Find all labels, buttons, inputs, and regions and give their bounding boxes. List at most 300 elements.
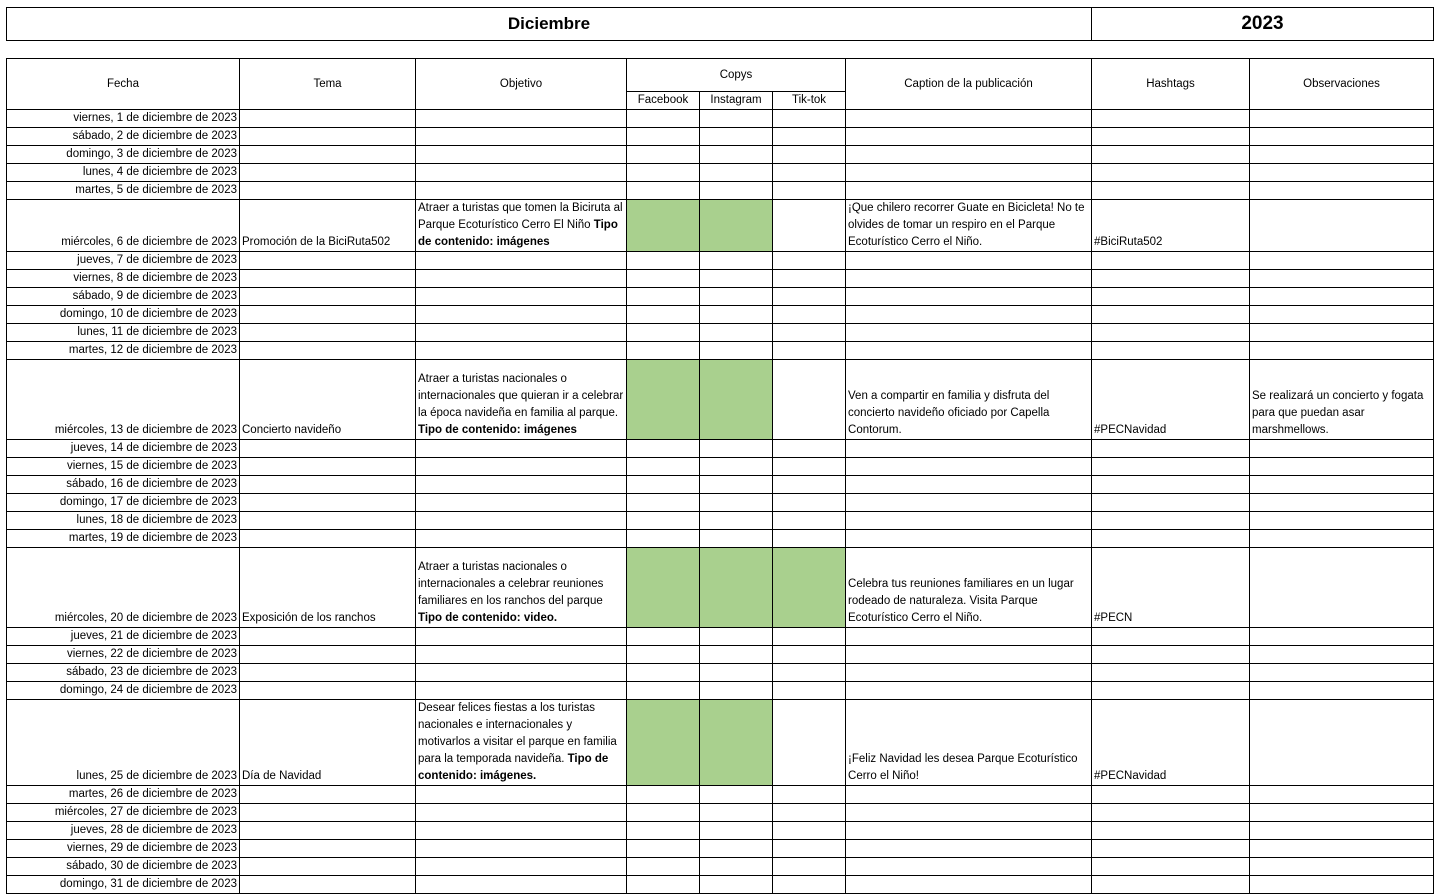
- cell-fecha[interactable]: domingo, 3 de diciembre de 2023: [7, 146, 240, 164]
- cell-hashtags[interactable]: [1092, 306, 1250, 324]
- cell-copy-tiktok[interactable]: [773, 252, 846, 270]
- cell-copy-facebook[interactable]: [627, 182, 700, 200]
- cell-tema[interactable]: [240, 146, 416, 164]
- cell-observaciones[interactable]: [1250, 440, 1434, 458]
- table-row: [7, 200, 1434, 252]
- cell-copy-tiktok[interactable]: [773, 128, 846, 146]
- cell-fecha[interactable]: domingo, 10 de diciembre de 2023: [7, 306, 240, 324]
- cell-hashtags[interactable]: [1092, 458, 1250, 476]
- cell-caption[interactable]: [846, 628, 1092, 646]
- header-facebook[interactable]: Facebook: [627, 92, 700, 110]
- cell-copy-instagram[interactable]: [700, 548, 773, 628]
- cell-copy-facebook[interactable]: [627, 530, 700, 548]
- cell-hashtags[interactable]: [1092, 110, 1250, 128]
- cell-copy-facebook[interactable]: [627, 306, 700, 324]
- cell-caption[interactable]: [846, 440, 1092, 458]
- cell-caption[interactable]: [846, 858, 1092, 876]
- cell-copy-facebook[interactable]: [627, 476, 700, 494]
- cell-tema[interactable]: [240, 822, 416, 840]
- cell-hashtags[interactable]: [1092, 628, 1250, 646]
- cell-tema[interactable]: [240, 252, 416, 270]
- cell-observaciones[interactable]: [1250, 822, 1434, 840]
- cell-observaciones[interactable]: [1250, 530, 1434, 548]
- cell-caption[interactable]: [846, 164, 1092, 182]
- table-row: [7, 548, 1434, 628]
- cell-hashtags[interactable]: [1092, 682, 1250, 700]
- cell-copy-instagram[interactable]: [700, 664, 773, 682]
- month-title[interactable]: Diciembre: [7, 8, 1092, 41]
- cell-tema[interactable]: [240, 128, 416, 146]
- cell-hashtags[interactable]: [1092, 664, 1250, 682]
- cell-caption[interactable]: [846, 128, 1092, 146]
- cell-fecha[interactable]: domingo, 17 de diciembre de 2023: [7, 494, 240, 512]
- cell-copy-tiktok[interactable]: [773, 476, 846, 494]
- cell-fecha[interactable]: martes, 19 de diciembre de 2023: [7, 530, 240, 548]
- cell-copy-tiktok[interactable]: [773, 804, 846, 822]
- header-tema[interactable]: Tema: [240, 59, 416, 110]
- header-hashtags[interactable]: Hashtags: [1092, 59, 1250, 110]
- cell-objetivo[interactable]: [416, 200, 627, 252]
- cell-tema[interactable]: [240, 804, 416, 822]
- cell-objetivo[interactable]: [416, 664, 627, 682]
- cell-copy-tiktok[interactable]: [773, 306, 846, 324]
- cell-caption[interactable]: [846, 110, 1092, 128]
- cell-tema[interactable]: [240, 840, 416, 858]
- cell-objetivo[interactable]: [416, 146, 627, 164]
- cell-objetivo[interactable]: [416, 512, 627, 530]
- cell-fecha[interactable]: lunes, 25 de diciembre de 2023: [7, 700, 240, 786]
- cell-caption[interactable]: [846, 840, 1092, 858]
- cell-copy-facebook[interactable]: [627, 804, 700, 822]
- cell-copy-facebook[interactable]: [627, 822, 700, 840]
- cell-hashtags[interactable]: [1092, 324, 1250, 342]
- cell-hashtags[interactable]: [1092, 512, 1250, 530]
- cell-copy-instagram[interactable]: [700, 628, 773, 646]
- cell-observaciones[interactable]: [1250, 804, 1434, 822]
- cell-copy-tiktok[interactable]: [773, 682, 846, 700]
- cell-hashtags[interactable]: [1092, 342, 1250, 360]
- cell-tema[interactable]: [240, 494, 416, 512]
- cell-hashtags[interactable]: [1092, 288, 1250, 306]
- header-copys[interactable]: Copys: [627, 59, 846, 92]
- cell-copy-instagram[interactable]: [700, 876, 773, 894]
- cell-caption[interactable]: [846, 288, 1092, 306]
- cell-copy-tiktok[interactable]: [773, 822, 846, 840]
- cell-hashtags[interactable]: [1092, 804, 1250, 822]
- cell-copy-facebook[interactable]: [627, 494, 700, 512]
- table-row: [7, 804, 1434, 822]
- cell-hashtags[interactable]: #PECNavidad: [1092, 360, 1250, 440]
- cell-copy-facebook[interactable]: [627, 512, 700, 530]
- cell-caption[interactable]: [846, 646, 1092, 664]
- cell-observaciones[interactable]: [1250, 306, 1434, 324]
- cell-copy-facebook[interactable]: [627, 458, 700, 476]
- cell-copy-tiktok[interactable]: [773, 530, 846, 548]
- cell-copy-tiktok[interactable]: [773, 494, 846, 512]
- cell-hashtags[interactable]: [1092, 840, 1250, 858]
- cell-caption[interactable]: [846, 458, 1092, 476]
- cell-copy-tiktok[interactable]: [773, 628, 846, 646]
- cell-observaciones[interactable]: [1250, 858, 1434, 876]
- cell-copy-instagram[interactable]: [700, 494, 773, 512]
- cell-caption[interactable]: [846, 664, 1092, 682]
- cell-caption[interactable]: [846, 804, 1092, 822]
- cell-copy-facebook[interactable]: [627, 324, 700, 342]
- cell-copy-facebook[interactable]: [627, 840, 700, 858]
- cell-copy-facebook[interactable]: [627, 252, 700, 270]
- cell-caption[interactable]: [846, 786, 1092, 804]
- cell-copy-tiktok[interactable]: [773, 700, 846, 786]
- cell-tema[interactable]: [240, 530, 416, 548]
- cell-hashtags[interactable]: [1092, 876, 1250, 894]
- cell-copy-facebook[interactable]: [627, 628, 700, 646]
- cell-fecha[interactable]: miércoles, 20 de diciembre de 2023: [7, 548, 240, 628]
- cell-caption[interactable]: [846, 476, 1092, 494]
- cell-objetivo[interactable]: [416, 128, 627, 146]
- cell-objetivo[interactable]: [416, 252, 627, 270]
- cell-tema[interactable]: [240, 476, 416, 494]
- cell-copy-instagram[interactable]: [700, 646, 773, 664]
- cell-tema[interactable]: [240, 786, 416, 804]
- cell-hashtags[interactable]: [1092, 494, 1250, 512]
- cell-copy-tiktok[interactable]: [773, 840, 846, 858]
- cell-fecha[interactable]: lunes, 4 de diciembre de 2023: [7, 164, 240, 182]
- cell-copy-instagram[interactable]: [700, 512, 773, 530]
- cell-objetivo[interactable]: [416, 804, 627, 822]
- cell-copy-tiktok[interactable]: [773, 110, 846, 128]
- cell-copy-tiktok[interactable]: [773, 858, 846, 876]
- cell-copy-facebook[interactable]: [627, 270, 700, 288]
- cell-objetivo[interactable]: [416, 324, 627, 342]
- cell-tema[interactable]: [240, 110, 416, 128]
- cell-observaciones[interactable]: [1250, 252, 1434, 270]
- cell-observaciones[interactable]: [1250, 128, 1434, 146]
- cell-copy-tiktok[interactable]: [773, 512, 846, 530]
- cell-fecha[interactable]: viernes, 22 de diciembre de 2023: [7, 646, 240, 664]
- cell-hashtags[interactable]: #BiciRuta502: [1092, 200, 1250, 252]
- cell-hashtags[interactable]: [1092, 164, 1250, 182]
- cell-caption[interactable]: [846, 822, 1092, 840]
- cell-copy-instagram[interactable]: [700, 804, 773, 822]
- cell-hashtags[interactable]: [1092, 182, 1250, 200]
- cell-fecha[interactable]: miércoles, 6 de diciembre de 2023: [7, 200, 240, 252]
- cell-copy-tiktok[interactable]: [773, 876, 846, 894]
- cell-copy-instagram[interactable]: [700, 822, 773, 840]
- cell-hashtags[interactable]: #PECNavidad: [1092, 700, 1250, 786]
- cell-observaciones[interactable]: [1250, 146, 1434, 164]
- cell-copy-instagram[interactable]: [700, 200, 773, 252]
- cell-copy-facebook[interactable]: [627, 786, 700, 804]
- cell-fecha[interactable]: martes, 12 de diciembre de 2023: [7, 342, 240, 360]
- cell-observaciones[interactable]: [1250, 476, 1434, 494]
- cell-hashtags[interactable]: [1092, 270, 1250, 288]
- header-instagram[interactable]: Instagram: [700, 92, 773, 110]
- cell-fecha[interactable]: lunes, 18 de diciembre de 2023: [7, 512, 240, 530]
- cell-observaciones[interactable]: [1250, 664, 1434, 682]
- cell-objetivo[interactable]: [416, 858, 627, 876]
- cell-tema[interactable]: [240, 664, 416, 682]
- cell-copy-facebook[interactable]: [627, 876, 700, 894]
- cell-copy-instagram[interactable]: [700, 306, 773, 324]
- cell-fecha[interactable]: viernes, 1 de diciembre de 2023: [7, 110, 240, 128]
- cell-copy-instagram[interactable]: [700, 342, 773, 360]
- cell-copy-instagram[interactable]: [700, 146, 773, 164]
- cell-caption[interactable]: [846, 146, 1092, 164]
- cell-copy-tiktok[interactable]: [773, 458, 846, 476]
- cell-copy-facebook[interactable]: [627, 342, 700, 360]
- cell-fecha[interactable]: jueves, 7 de diciembre de 2023: [7, 252, 240, 270]
- cell-copy-facebook[interactable]: [627, 146, 700, 164]
- cell-tema[interactable]: [240, 182, 416, 200]
- cell-objetivo[interactable]: [416, 182, 627, 200]
- cell-hashtags[interactable]: [1092, 530, 1250, 548]
- cell-copy-facebook[interactable]: [627, 200, 700, 252]
- cell-tema[interactable]: [240, 342, 416, 360]
- cell-tema[interactable]: [240, 306, 416, 324]
- cell-caption[interactable]: [846, 876, 1092, 894]
- cell-tema[interactable]: [240, 646, 416, 664]
- table-row: [7, 440, 1434, 458]
- cell-copy-instagram[interactable]: [700, 110, 773, 128]
- cell-fecha[interactable]: viernes, 15 de diciembre de 2023: [7, 458, 240, 476]
- cell-observaciones[interactable]: [1250, 182, 1434, 200]
- cell-copy-tiktok[interactable]: [773, 270, 846, 288]
- cell-copy-tiktok[interactable]: [773, 664, 846, 682]
- cell-copy-instagram[interactable]: [700, 182, 773, 200]
- cell-fecha[interactable]: viernes, 8 de diciembre de 2023: [7, 270, 240, 288]
- title-row: [7, 8, 1434, 41]
- cell-fecha[interactable]: sábado, 23 de diciembre de 2023: [7, 664, 240, 682]
- cell-copy-tiktok[interactable]: [773, 786, 846, 804]
- cell-copy-instagram[interactable]: [700, 128, 773, 146]
- cell-fecha[interactable]: miércoles, 27 de diciembre de 2023: [7, 804, 240, 822]
- year-title[interactable]: 2023: [1092, 8, 1434, 41]
- cell-copy-tiktok[interactable]: [773, 440, 846, 458]
- cell-copy-instagram[interactable]: [700, 786, 773, 804]
- cell-observaciones[interactable]: [1250, 324, 1434, 342]
- header-fecha[interactable]: Fecha: [7, 59, 240, 110]
- cell-tema[interactable]: Concierto navideño: [240, 360, 416, 440]
- cell-observaciones[interactable]: [1250, 494, 1434, 512]
- cell-objetivo[interactable]: [416, 548, 627, 628]
- cell-objetivo[interactable]: [416, 306, 627, 324]
- cell-copy-tiktok[interactable]: [773, 146, 846, 164]
- cell-objetivo[interactable]: [416, 840, 627, 858]
- cell-copy-tiktok[interactable]: [773, 324, 846, 342]
- cell-tema[interactable]: [240, 164, 416, 182]
- cell-observaciones[interactable]: [1250, 200, 1434, 252]
- cell-caption[interactable]: [846, 324, 1092, 342]
- cell-copy-instagram[interactable]: [700, 682, 773, 700]
- cell-objetivo[interactable]: [416, 682, 627, 700]
- cell-copy-instagram[interactable]: [700, 858, 773, 876]
- cell-observaciones[interactable]: [1250, 512, 1434, 530]
- cell-fecha[interactable]: martes, 26 de diciembre de 2023: [7, 786, 240, 804]
- cell-tema[interactable]: [240, 288, 416, 306]
- cell-copy-facebook[interactable]: [627, 548, 700, 628]
- cell-copy-facebook[interactable]: [627, 440, 700, 458]
- cell-hashtags[interactable]: [1092, 252, 1250, 270]
- header-caption[interactable]: Caption de la publicación: [846, 59, 1092, 110]
- cell-objetivo[interactable]: [416, 646, 627, 664]
- cell-copy-instagram[interactable]: [700, 530, 773, 548]
- cell-observaciones[interactable]: [1250, 342, 1434, 360]
- cell-hashtags[interactable]: [1092, 476, 1250, 494]
- cell-copy-tiktok[interactable]: [773, 200, 846, 252]
- cell-copy-instagram[interactable]: [700, 270, 773, 288]
- cell-copy-instagram[interactable]: [700, 360, 773, 440]
- cell-hashtags[interactable]: [1092, 822, 1250, 840]
- cell-caption[interactable]: ¡Que chilero recorrer Guate en Bicicleta! No te olvides de tomar un respiro en el Parque Ecoturístico Cerro el Niño.: [846, 200, 1092, 252]
- cell-copy-facebook[interactable]: [627, 360, 700, 440]
- cell-objetivo[interactable]: [416, 270, 627, 288]
- objetivo-text: Atraer a turistas nacionales o internacionales que quieran ir a celebrar la época navideña en familia al parque.: [418, 373, 624, 419]
- cell-copy-tiktok[interactable]: [773, 646, 846, 664]
- cell-fecha[interactable]: lunes, 11 de diciembre de 2023: [7, 324, 240, 342]
- cell-hashtags[interactable]: [1092, 440, 1250, 458]
- cell-fecha[interactable]: miércoles, 13 de diciembre de 2023: [7, 360, 240, 440]
- cell-copy-instagram[interactable]: [700, 458, 773, 476]
- header-tiktok[interactable]: Tik-tok: [773, 92, 846, 110]
- cell-copy-facebook[interactable]: [627, 858, 700, 876]
- cell-objetivo[interactable]: [416, 876, 627, 894]
- cell-caption[interactable]: [846, 530, 1092, 548]
- cell-objetivo[interactable]: [416, 342, 627, 360]
- cell-objetivo[interactable]: [416, 458, 627, 476]
- cell-caption[interactable]: ¡Feliz Navidad les desea Parque Ecoturístico Cerro el Niño!: [846, 700, 1092, 786]
- cell-copy-tiktok[interactable]: [773, 182, 846, 200]
- cell-observaciones[interactable]: [1250, 164, 1434, 182]
- cell-fecha[interactable]: martes, 5 de diciembre de 2023: [7, 182, 240, 200]
- cell-tema[interactable]: Promoción de la BiciRuta502: [240, 200, 416, 252]
- cell-tema[interactable]: [240, 458, 416, 476]
- cell-copy-facebook[interactable]: [627, 682, 700, 700]
- cell-fecha[interactable]: sábado, 30 de diciembre de 2023: [7, 858, 240, 876]
- cell-caption[interactable]: [846, 306, 1092, 324]
- cell-observaciones[interactable]: [1250, 876, 1434, 894]
- cell-tema[interactable]: [240, 270, 416, 288]
- cell-objetivo[interactable]: [416, 700, 627, 786]
- cell-caption[interactable]: [846, 252, 1092, 270]
- cell-fecha[interactable]: viernes, 29 de diciembre de 2023: [7, 840, 240, 858]
- cell-copy-instagram[interactable]: [700, 476, 773, 494]
- cell-objetivo[interactable]: [416, 110, 627, 128]
- cell-observaciones[interactable]: [1250, 288, 1434, 306]
- cell-fecha[interactable]: jueves, 14 de diciembre de 2023: [7, 440, 240, 458]
- cell-hashtags[interactable]: [1092, 146, 1250, 164]
- cell-copy-tiktok[interactable]: [773, 342, 846, 360]
- cell-copy-facebook[interactable]: [627, 110, 700, 128]
- cell-fecha[interactable]: sábado, 2 de diciembre de 2023: [7, 128, 240, 146]
- header-observaciones[interactable]: Observaciones: [1250, 59, 1434, 110]
- cell-objetivo[interactable]: [416, 440, 627, 458]
- cell-caption[interactable]: Ven a compartir en familia y disfruta del concierto navideño oficiado por Capella Contorum.: [846, 360, 1092, 440]
- cell-observaciones[interactable]: [1250, 628, 1434, 646]
- cell-copy-tiktok[interactable]: [773, 360, 846, 440]
- cell-tema[interactable]: [240, 440, 416, 458]
- cell-fecha[interactable]: sábado, 9 de diciembre de 2023: [7, 288, 240, 306]
- cell-copy-instagram[interactable]: [700, 252, 773, 270]
- cell-fecha[interactable]: domingo, 31 de diciembre de 2023: [7, 876, 240, 894]
- cell-caption[interactable]: [846, 342, 1092, 360]
- cell-copy-instagram[interactable]: [700, 288, 773, 306]
- cell-copy-instagram[interactable]: [700, 840, 773, 858]
- cell-copy-facebook[interactable]: [627, 128, 700, 146]
- content-type-label: Tipo de contenido: video.: [418, 612, 558, 624]
- cell-caption[interactable]: [846, 682, 1092, 700]
- cell-copy-tiktok[interactable]: [773, 164, 846, 182]
- cell-hashtags[interactable]: [1092, 786, 1250, 804]
- cell-caption[interactable]: [846, 270, 1092, 288]
- cell-observaciones[interactable]: [1250, 786, 1434, 804]
- header-objetivo[interactable]: Objetivo: [416, 59, 627, 110]
- cell-tema[interactable]: [240, 512, 416, 530]
- cell-observaciones[interactable]: [1250, 270, 1434, 288]
- cell-observaciones[interactable]: [1250, 646, 1434, 664]
- cell-copy-facebook[interactable]: [627, 164, 700, 182]
- cell-tema[interactable]: Exposición de los ranchos: [240, 548, 416, 628]
- cell-copy-instagram[interactable]: [700, 324, 773, 342]
- cell-tema[interactable]: Día de Navidad: [240, 700, 416, 786]
- cell-tema[interactable]: [240, 682, 416, 700]
- cell-caption[interactable]: [846, 494, 1092, 512]
- cell-caption[interactable]: Celebra tus reuniones familiares en un lugar rodeado de naturaleza. Visita Parque Ecoturístico Cerro el Niño.: [846, 548, 1092, 628]
- cell-copy-instagram[interactable]: [700, 164, 773, 182]
- cell-hashtags[interactable]: #PECN: [1092, 548, 1250, 628]
- cell-caption[interactable]: [846, 182, 1092, 200]
- table-row: [7, 822, 1434, 840]
- cell-copy-facebook[interactable]: [627, 288, 700, 306]
- cell-fecha[interactable]: sábado, 16 de diciembre de 2023: [7, 476, 240, 494]
- table-row: [7, 700, 1434, 786]
- cell-fecha[interactable]: domingo, 24 de diciembre de 2023: [7, 682, 240, 700]
- cell-hashtags[interactable]: [1092, 646, 1250, 664]
- cell-copy-facebook[interactable]: [627, 646, 700, 664]
- cell-hashtags[interactable]: [1092, 128, 1250, 146]
- cell-copy-tiktok[interactable]: [773, 548, 846, 628]
- cell-observaciones[interactable]: [1250, 682, 1434, 700]
- cell-copy-tiktok[interactable]: [773, 288, 846, 306]
- cell-objetivo[interactable]: [416, 822, 627, 840]
- cell-observaciones[interactable]: [1250, 840, 1434, 858]
- cell-observaciones[interactable]: [1250, 110, 1434, 128]
- cell-objetivo[interactable]: [416, 360, 627, 440]
- cell-tema[interactable]: [240, 628, 416, 646]
- cell-copy-facebook[interactable]: [627, 664, 700, 682]
- cell-observaciones[interactable]: Se realizará un concierto y fogata para que puedan asar marshmellows.: [1250, 360, 1434, 440]
- cell-observaciones[interactable]: [1250, 458, 1434, 476]
- cell-objetivo[interactable]: [416, 164, 627, 182]
- cell-fecha[interactable]: jueves, 28 de diciembre de 2023: [7, 822, 240, 840]
- cell-tema[interactable]: [240, 858, 416, 876]
- cell-objetivo[interactable]: [416, 530, 627, 548]
- cell-objetivo[interactable]: [416, 628, 627, 646]
- cell-objetivo[interactable]: [416, 494, 627, 512]
- cell-tema[interactable]: [240, 324, 416, 342]
- cell-fecha[interactable]: jueves, 21 de diciembre de 2023: [7, 628, 240, 646]
- cell-copy-instagram[interactable]: [700, 440, 773, 458]
- cell-tema[interactable]: [240, 876, 416, 894]
- cell-observaciones[interactable]: [1250, 548, 1434, 628]
- cell-copy-facebook[interactable]: [627, 700, 700, 786]
- cell-objetivo[interactable]: [416, 288, 627, 306]
- cell-observaciones[interactable]: [1250, 700, 1434, 786]
- cell-hashtags[interactable]: [1092, 858, 1250, 876]
- cell-objetivo[interactable]: [416, 476, 627, 494]
- cell-copy-instagram[interactable]: [700, 700, 773, 786]
- cell-objetivo[interactable]: [416, 786, 627, 804]
- cell-caption[interactable]: [846, 512, 1092, 530]
